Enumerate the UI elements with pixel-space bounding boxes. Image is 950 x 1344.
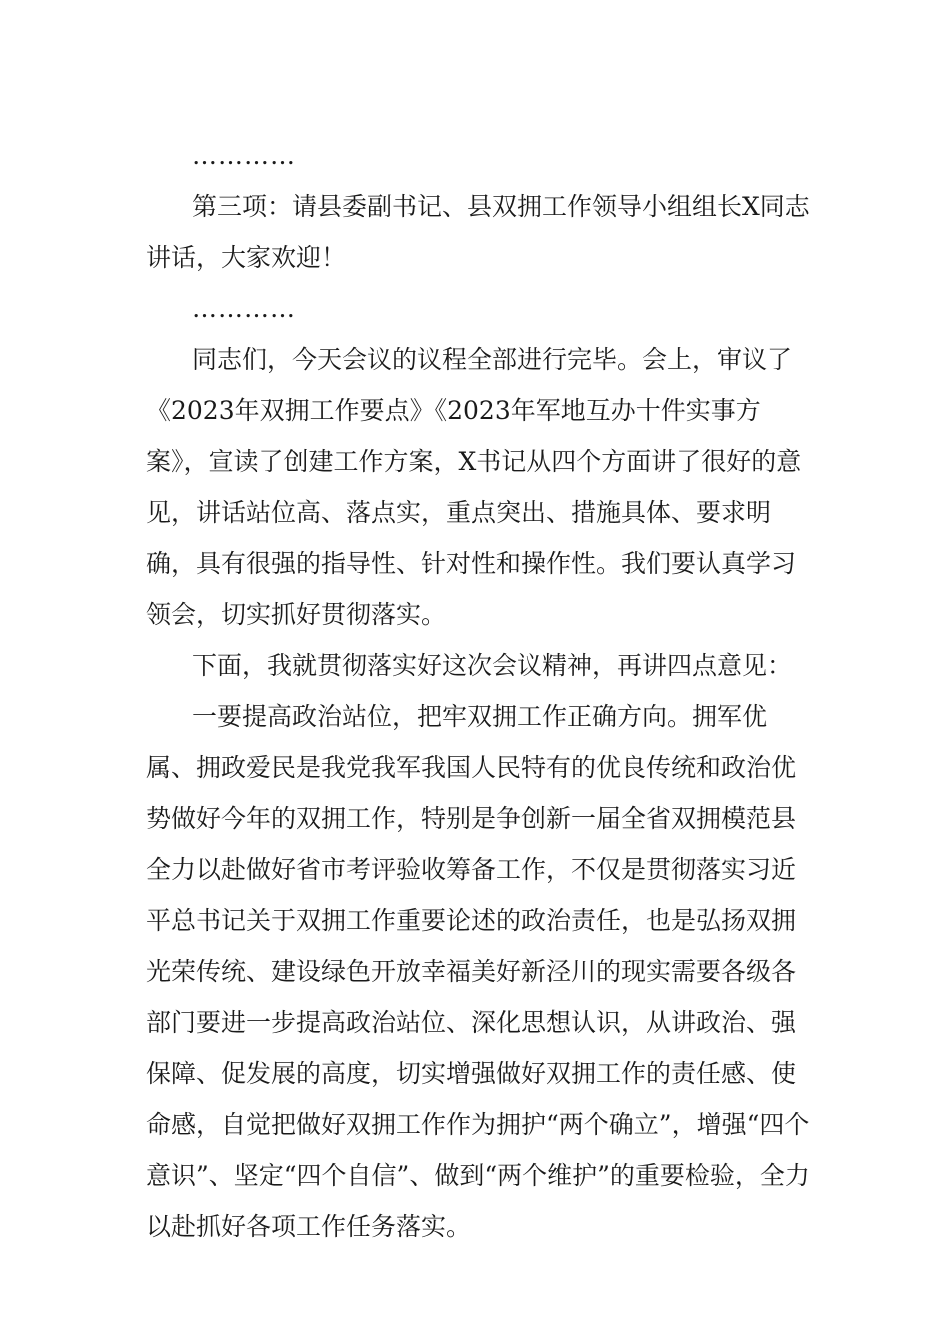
four-points-intro: 下面，我就贯彻落实好这次会议精神，再讲四点意见： bbox=[192, 651, 793, 680]
document-body bbox=[146, 130, 810, 1252]
meeting-summary-paragraph: 同志们，今天会议的议程全部进行完毕。会上，审议了《2023年双拥工作要点》《2023年军地互办十件实事方案》，宣读了创建工作方案，X书记从四个方面讲了很好的意见，讲话站位高、落点实，重点突出、措施具体、要求明确，具有很强的指导性、针对性和操作性。我们要认真学习领会，切实抓好贯彻落实。 bbox=[146, 345, 802, 629]
ellipsis-separator: ………… bbox=[192, 141, 296, 170]
ellipsis-separator: ………… bbox=[192, 294, 296, 323]
point-one-paragraph: 一要提高政治站位，把牢双拥工作正确方向。拥军优属、拥政爱民是我党我军我国人民特有的优良传统和政治优势做好今年的双拥工作，特别是争创新一届全省双拥模范县全力以赴做好省市考评验收筹备工作，不仅是贯彻落实习近平总书记关于双拥工作重要论述的政治责任，也是弘扬双拥光荣传统、建设绿色开放幸福美好新泾川的现实需要各级各部门要进一步提高政治站位、深化思想认识，从讲政治、强保障、促发展的高度，切实增强做好双拥工作的责任感、使命感，自觉把做好双拥工作作为拥护“两个确立”，增强“四个意识”、坚定“四个自信”、做到“两个维护”的重要检验，全力以赴抓好各项工作任务落实。 bbox=[146, 702, 810, 1241]
agenda-item-three: 第三项：请县委副书记、县双拥工作领导小组组长X同志讲话，大家欢迎！ bbox=[146, 192, 810, 272]
